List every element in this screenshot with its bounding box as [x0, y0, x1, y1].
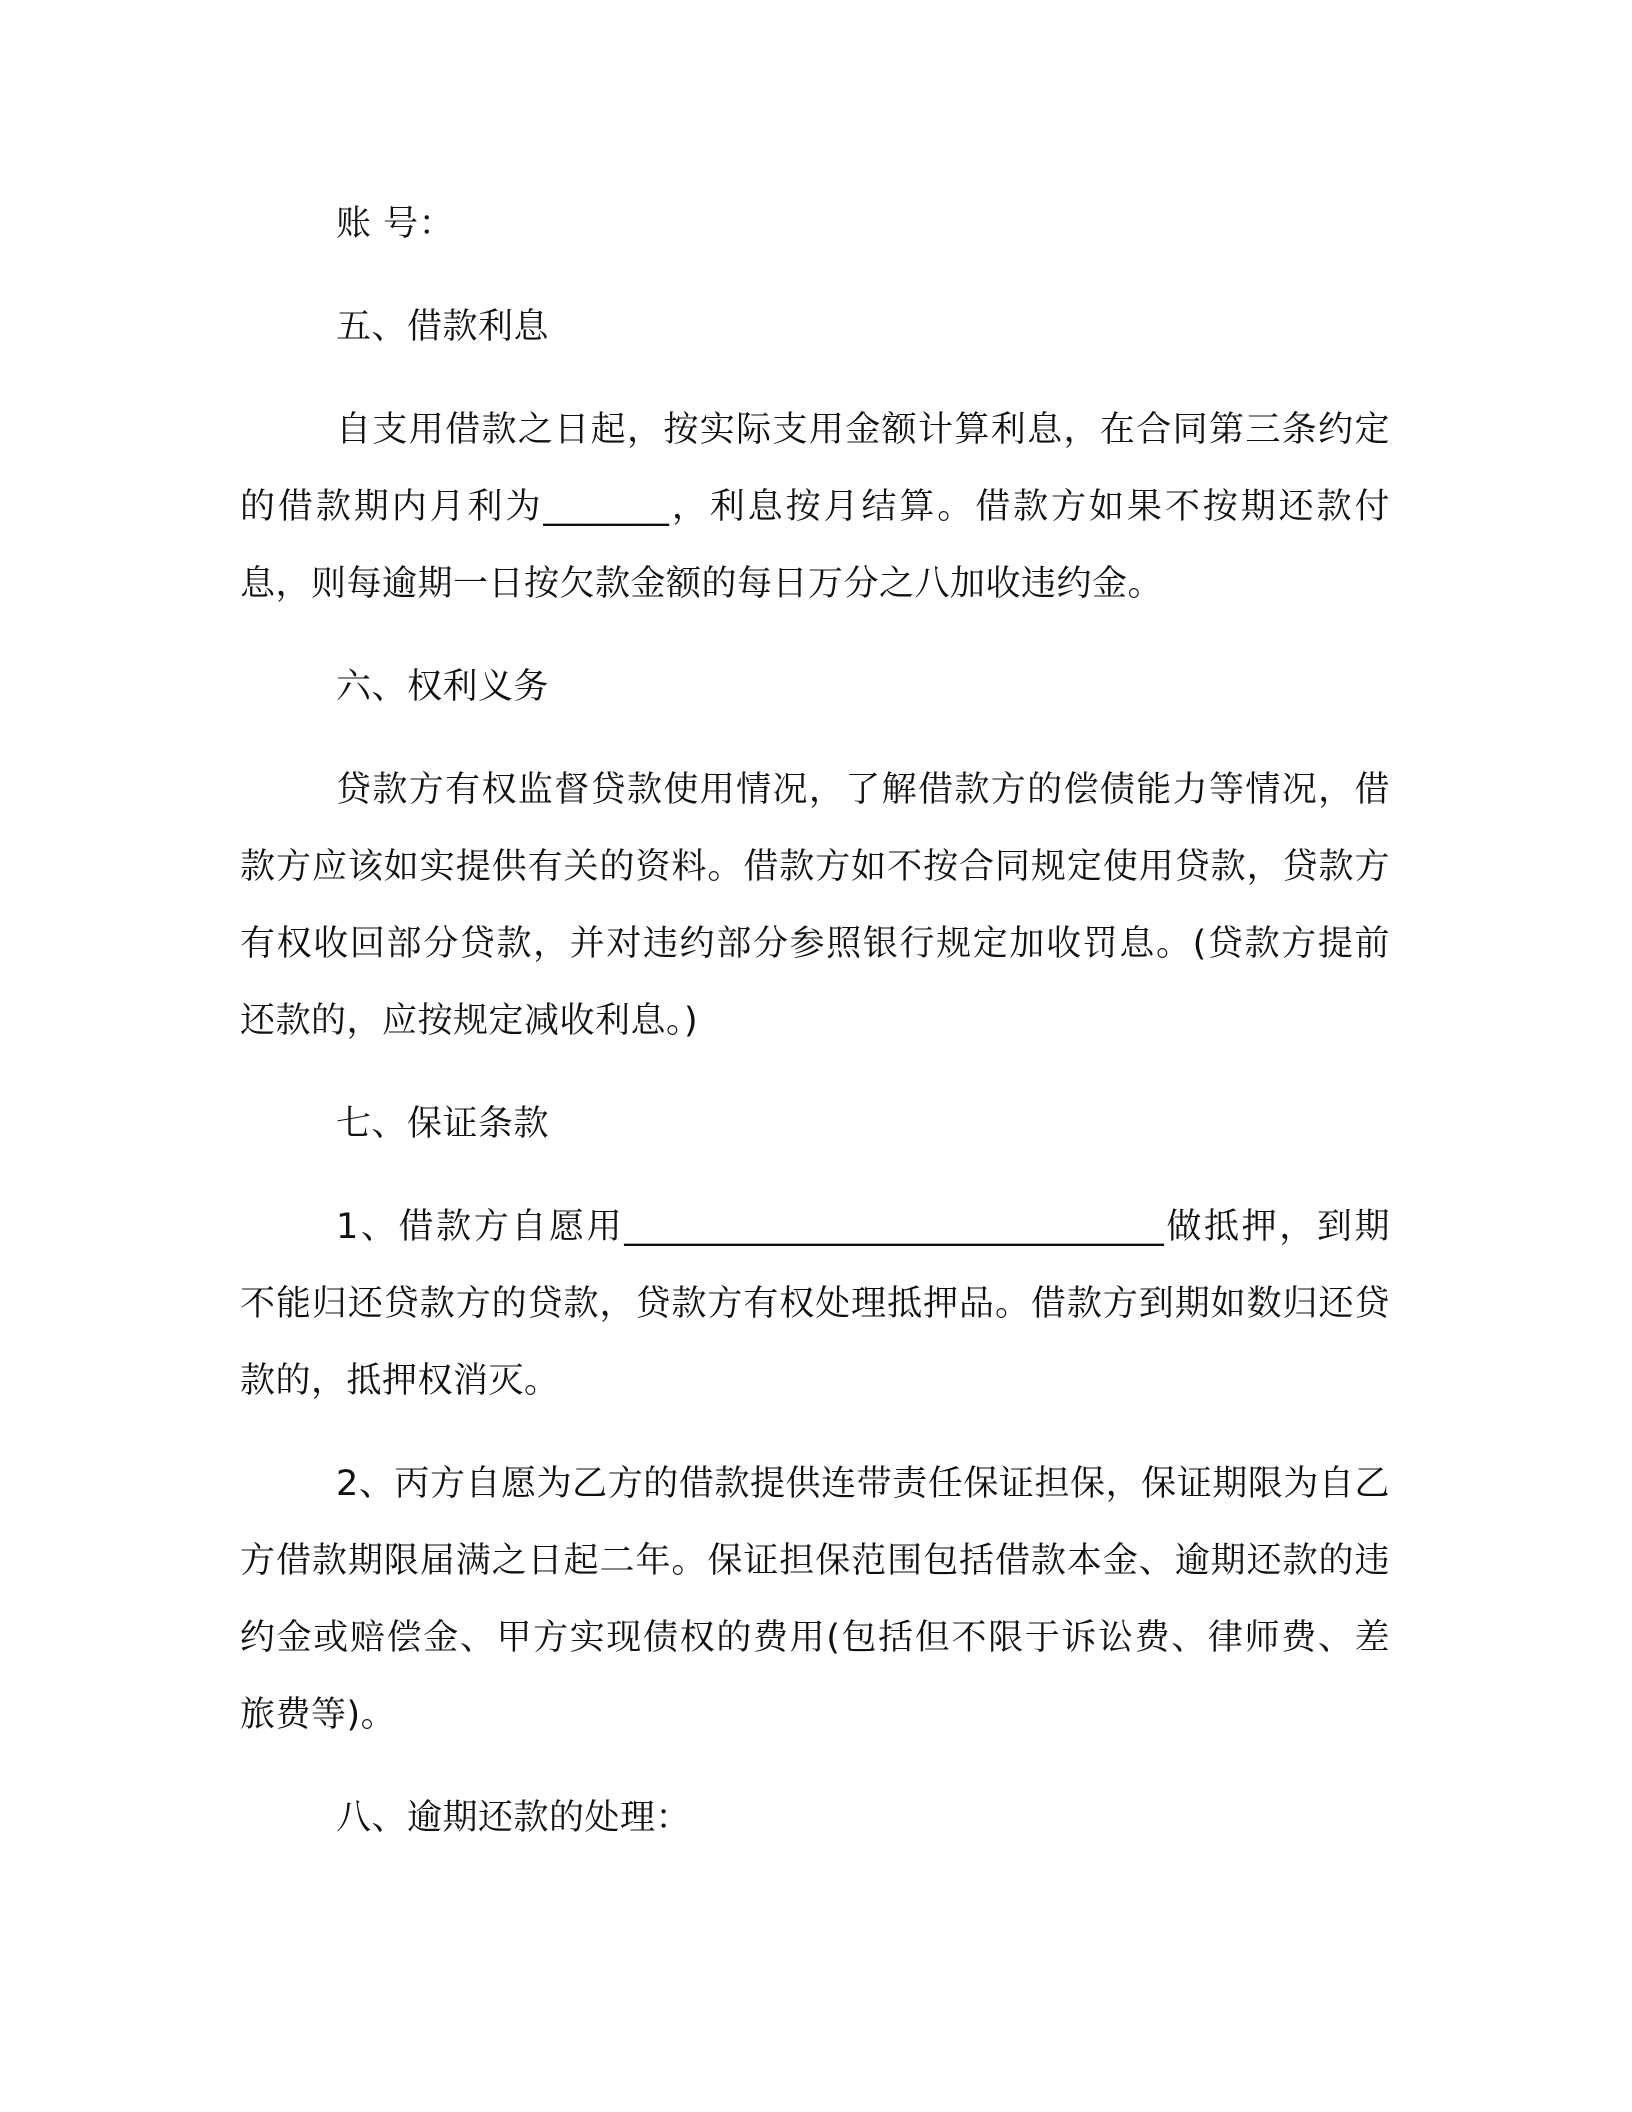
section-7-item-1: 1、借款方自愿用______________________________做抵押，到期不能归还贷款方的贷款，贷款方有权处理抵押品。借款方到期如数归还贷款的，抵押权消灭。 — [240, 1207, 1390, 1401]
document-body — [240, 186, 1390, 1857]
section-5-title: 五、借款利息 — [336, 307, 550, 347]
section-6-title: 六、权利义务 — [336, 667, 550, 707]
account-label: 账 号： — [336, 204, 455, 244]
section-7-item-2: 2、丙方自愿为乙方的借款提供连带责任保证担保，保证期限为自乙方借款期限届满之日起二年。保证担保范围包括借款本金、逾期还款的违约金或赔偿金、甲方实现债权的费用(包括但不限于诉讼费、律师费、差旅费等)。 — [240, 1464, 1390, 1735]
section-6-body: 贷款方有权监督贷款使用情况，了解借款方的偿债能力等情况，借款方应该如实提供有关的资料。借款方如不按合同规定使用贷款，贷款方有权收回部分贷款，并对违约部分参照银行规定加收罚息。(贷款方提前还款的，应按规定减收利息。) — [240, 770, 1390, 1041]
section-8-title: 八、逾期还款的处理： — [336, 1798, 692, 1838]
section-5-body: 自支用借款之日起，按实际支用金额计算利息，在合同第三条约定的借款期内月利为_______，利息按月结算。借款方如果不按期还款付息，则每逾期一日按欠款金额的每日万分之八加收违约金。 — [240, 410, 1390, 604]
section-7-title: 七、保证条款 — [336, 1104, 550, 1144]
